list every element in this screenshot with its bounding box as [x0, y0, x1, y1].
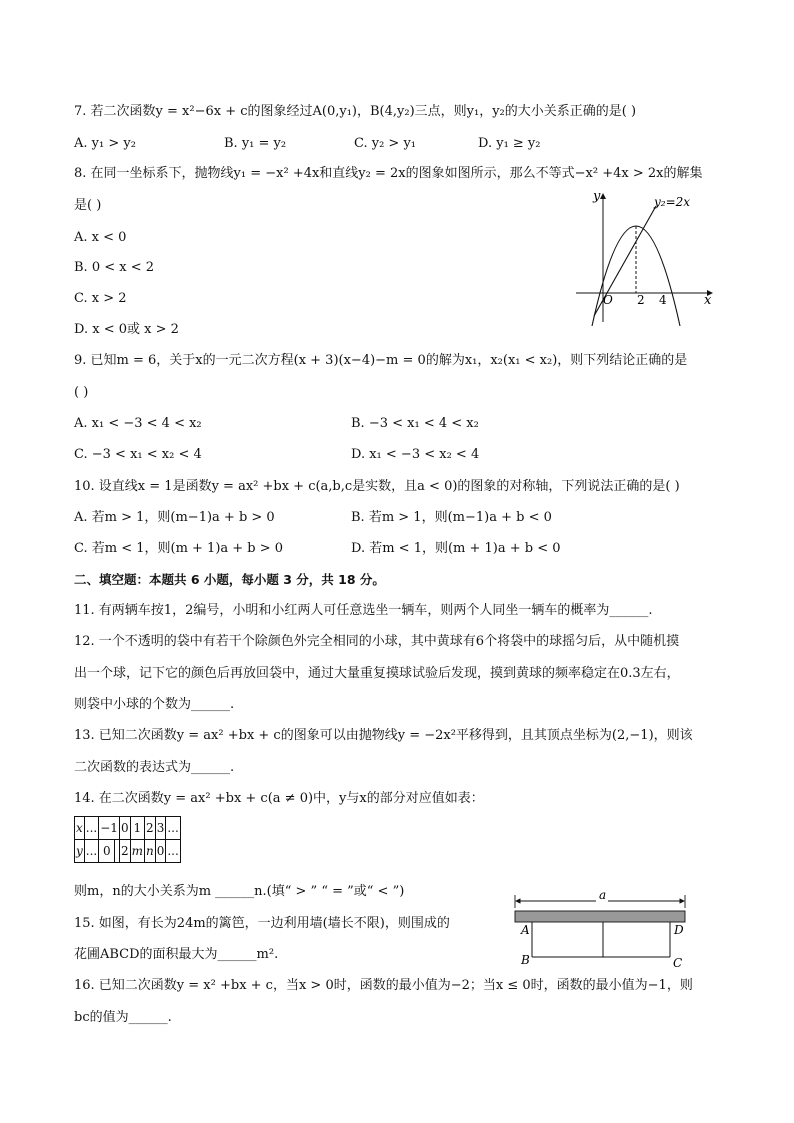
q13-line2: 二次函数的表达式为______. — [74, 760, 235, 775]
table-cell: −1 — [99, 817, 120, 840]
table-cell: ... — [84, 817, 98, 840]
q7-stem: 7. 若二次函数y = x²−6x + c的图象经过A(0,y₁)，B(4,y₂)三点，则y₁，y₂的大小关系正确的是( ) — [74, 104, 637, 119]
table-cell: 0 — [119, 817, 130, 840]
q8-option-b: B. 0 < x < 2 — [74, 260, 155, 275]
table-cell: 2 — [144, 817, 155, 840]
q12-line2: 出一个球，记下它的颜色后再放回袋中，通过大量重复摸球试验后发现，摸到黄球的频率稳定在0.3左右， — [74, 666, 680, 681]
table-cell: 0 — [99, 840, 115, 863]
q14-stem: 14. 在二次函数y = ax² +bx + c(a ≠ 0)中，y与x的部分对应值如表： — [74, 791, 484, 806]
label-a: a — [599, 888, 607, 902]
q9-stem-line2: ( ) — [74, 385, 89, 400]
q15-figure — [508, 884, 692, 970]
table-cell: 2 — [119, 840, 130, 863]
wall — [515, 911, 685, 922]
q9-option-b: B. −3 < x₁ < 4 < x₂ — [351, 416, 479, 431]
origin-label: O — [603, 293, 613, 307]
q10-option-c: C. 若m < 1，则(m + 1)a + b > 0 — [74, 541, 284, 556]
q12-line3: 则袋中小球的个数为______. — [74, 697, 235, 712]
q7-option-d: D. y₁ ≥ y₂ — [478, 136, 541, 151]
q8-stem-line2: 是( ) — [74, 198, 102, 213]
q16-line1: 16. 已知二次函数y = x² +bx + c，当x > 0时，函数的最小值为−2；当x ≤ 0时，函数的最小值为−1，则 — [74, 978, 693, 993]
q9-stem-line1: 9. 已知m = 6，关于x的一元二次方程(x + 3)(x−4)−m = 0的解为x₁，x₂(x₁ < x₂)，则下列结论正确的是 — [74, 353, 688, 368]
q14-answer-line: 则m，n的大小关系为m ______n.(填“ > ” “ = ”或“ < ”) — [74, 884, 405, 899]
line-label: y₂=2x — [654, 195, 691, 209]
q7-option-c: C. y₂ > y₁ — [354, 136, 417, 151]
table-cell: y — [75, 840, 85, 863]
label-C: C — [673, 956, 683, 970]
table-cell: ... — [166, 817, 180, 840]
q14-value-table — [74, 816, 181, 863]
q9-option-c: C. −3 < x₁ < x₂ < 4 — [74, 447, 202, 462]
q8-option-a: A. x < 0 — [74, 230, 127, 245]
table-row — [75, 840, 181, 863]
y-axis-label: y — [593, 189, 601, 204]
table-cell: ... — [166, 840, 180, 863]
q10-stem: 10. 设直线x = 1是函数y = ax² +bx + c(a,b,c是实数，且a < 0)的图象的对称轴，下列说法正确的是( ) — [74, 479, 680, 494]
table-cell: m — [130, 840, 144, 863]
q12-line1: 12. 一个不透明的袋中有若干个除颜色外完全相同的小球，其中黄球有6个将袋中的球摇匀后，从中随机摸 — [74, 634, 680, 649]
label-B: B — [521, 953, 530, 967]
q7-option-a: A. y₁ > y₂ — [74, 136, 136, 151]
q9-option-d: D. x₁ < −3 < x₂ < 4 — [351, 447, 480, 462]
q7-option-b: B. y₁ = y₂ — [224, 136, 287, 151]
q8-graph — [572, 186, 722, 326]
q8-stem-line1: 8. 在同一坐标系下，抛物线y₁ = −x² +4x和直线y₂ = 2x的图象如图所示，那么不等式−x² +4x > 2x的解集 — [74, 166, 703, 181]
q10-option-a: A. 若m > 1，则(m−1)a + b > 0 — [74, 510, 275, 525]
table-cell: n — [144, 840, 155, 863]
table-row — [75, 817, 181, 840]
section-2-header: 二、填空题：本题共 6 小题，每小题 3 分，共 18 分。 — [74, 572, 385, 587]
table-cell: ... — [84, 840, 98, 863]
label-A: A — [521, 923, 530, 937]
tick-2-label: 2 — [637, 293, 645, 307]
q9-option-a: A. x₁ < −3 < 4 < x₂ — [74, 416, 202, 431]
table-cell: 0 — [155, 840, 166, 863]
tick-4-label: 4 — [659, 293, 667, 307]
q13-line1: 13. 已知二次函数y = ax² +bx + c的图象可以由抛物线y = −2x²平移得到，且其顶点坐标为(2,−1)，则该 — [74, 728, 693, 743]
table-cell: 3 — [155, 817, 166, 840]
q8-option-d: D. x < 0或 x > 2 — [74, 322, 179, 337]
table-cell: x — [75, 817, 85, 840]
q10-option-d: D. 若m < 1，则(m + 1)a + b < 0 — [351, 541, 561, 556]
q15-line2: 花圃ABCD的面积最大为______m². — [74, 947, 279, 962]
q8-option-c: C. x > 2 — [74, 291, 127, 306]
q15-line1: 15. 如图，有长为24m的篱笆，一边利用墙(墙长不限)，则围成的 — [74, 916, 450, 931]
q11-stem: 11. 有两辆车按1，2编号，小明和小红两人可任意选坐一辆车，则两个人同坐一辆车的概率为______. — [74, 603, 653, 618]
table-cell: 1 — [130, 817, 144, 840]
label-D: D — [674, 923, 684, 937]
q10-option-b: B. 若m > 1，则(m−1)a + b < 0 — [351, 510, 552, 525]
x-axis-label: x — [704, 293, 712, 308]
q16-line2: bc的值为______. — [74, 1010, 172, 1025]
